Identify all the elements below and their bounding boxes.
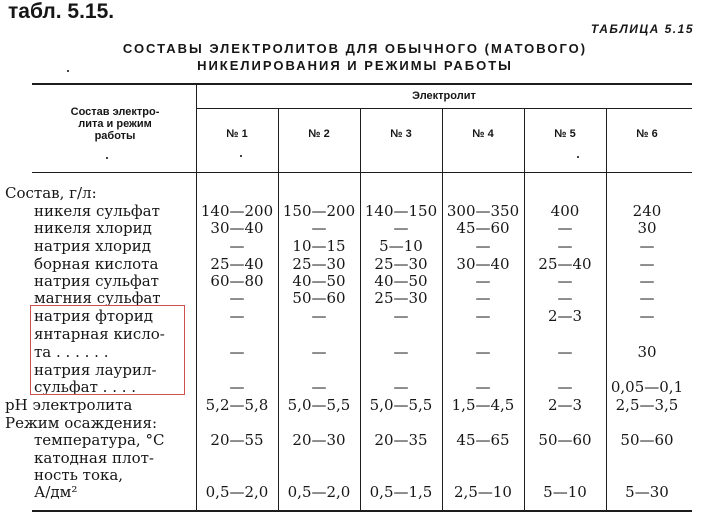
- table-cell: 40—50: [292, 272, 346, 290]
- table-cell: 0,5—2,0: [287, 483, 351, 501]
- table-cell: 2,5—10: [454, 483, 512, 501]
- table-cell: —: [393, 343, 409, 361]
- table-cell: 5—30: [625, 483, 669, 501]
- table-title-line-1: СОСТАВЫ ЭЛЕКТРОЛИТОВ ДЛЯ ОБЫЧНОГО (МАТОВОГО): [122, 41, 588, 56]
- row-label: янтарная кисло-: [34, 325, 165, 343]
- table-top-rule: [32, 83, 692, 85]
- table-cell: —: [557, 343, 573, 361]
- table-cell: —: [475, 343, 491, 361]
- header-bottom-rule: [32, 172, 692, 173]
- table-cell: 45—65: [456, 431, 510, 449]
- table-cell: 25—30: [292, 255, 346, 273]
- table-cell: —: [311, 378, 327, 396]
- table-cell: 2,5—3,5: [615, 396, 679, 414]
- column-header: № 1: [226, 128, 248, 140]
- table-cell: 30—40: [210, 219, 264, 237]
- table-cell: 50—60: [292, 289, 346, 307]
- table-cell: —: [557, 219, 573, 237]
- table-cell: —: [229, 289, 245, 307]
- row-label: ность тока,: [34, 466, 124, 484]
- table-cell: —: [229, 307, 245, 325]
- table-cell: —: [311, 307, 327, 325]
- table-cell: 50—60: [538, 431, 592, 449]
- row-label: сульфат . . . .: [34, 378, 137, 396]
- row-label: Состав, г/л:: [5, 184, 97, 202]
- table-cell: —: [475, 272, 491, 290]
- table-cell: 300—350: [446, 202, 520, 220]
- table-cell: 20—35: [374, 431, 428, 449]
- row-label: катодная плот-: [34, 449, 154, 467]
- row-label: та . . . . . .: [34, 343, 109, 361]
- table-cell: —: [557, 378, 573, 396]
- table-cell: 60—80: [210, 272, 264, 290]
- table-cell: —: [311, 219, 327, 237]
- table-cell: —: [229, 237, 245, 255]
- table-cell: —: [557, 272, 573, 290]
- print-speck: [240, 155, 242, 157]
- table-cell: 25—30: [374, 255, 428, 273]
- row-label: натрия фторид: [34, 307, 153, 325]
- table-cell: 5—10: [543, 483, 587, 501]
- table-cell: 25—30: [374, 289, 428, 307]
- table-cell: —: [639, 272, 655, 290]
- table-number: ТАБЛИЦА 5.15: [590, 22, 694, 36]
- row-label: А/дм²: [34, 483, 78, 501]
- print-speck: [106, 157, 108, 159]
- table-cell: —: [639, 237, 655, 255]
- table-cell: 5,2—5,8: [205, 396, 269, 414]
- table-cell: —: [475, 307, 491, 325]
- column-header: № 5: [554, 128, 576, 140]
- print-speck: [67, 70, 69, 72]
- table-cell: 30: [637, 343, 657, 361]
- row-label: Режим осаждения:: [5, 414, 157, 432]
- table-cell: 400: [550, 202, 580, 220]
- table-cell: —: [229, 378, 245, 396]
- stub-header-line-3: работы: [94, 130, 136, 142]
- table-cell: —: [393, 219, 409, 237]
- table-cell: 150—200: [282, 202, 356, 220]
- print-speck: [577, 156, 579, 158]
- column-header: № 3: [390, 128, 412, 140]
- table-cell: 0,5—2,0: [205, 483, 269, 501]
- table-cell: 2—3: [547, 307, 583, 325]
- row-label: натрия хлорид: [34, 237, 151, 255]
- column-header: № 4: [472, 128, 494, 140]
- table-cell: 20—55: [210, 431, 264, 449]
- row-label: никеля хлорид: [34, 219, 152, 237]
- table-cell: 5—10: [379, 237, 423, 255]
- row-label: температура, °С: [34, 431, 165, 449]
- table-cell: 20—30: [292, 431, 346, 449]
- table-cell: —: [393, 307, 409, 325]
- table-cell: —: [557, 289, 573, 307]
- table-cell: 140—150: [364, 202, 438, 220]
- table-cell: —: [475, 237, 491, 255]
- table-cell: —: [229, 343, 245, 361]
- table-cell: 5,0—5,5: [287, 396, 351, 414]
- table-cell: —: [393, 378, 409, 396]
- selection-highlight-box[interactable]: [30, 305, 185, 395]
- table-cell: 30: [637, 219, 657, 237]
- table-cell: —: [557, 237, 573, 255]
- page-caption: табл. 5.15.: [8, 0, 115, 23]
- table-cell: 10—15: [292, 237, 346, 255]
- table-cell: —: [639, 289, 655, 307]
- table-cell: 45—60: [456, 219, 510, 237]
- table-cell: 0,05—0,1: [610, 378, 684, 396]
- table-title-line-2: НИКЕЛИРОВАНИЯ И РЕЖИМЫ РАБОТЫ: [197, 58, 513, 73]
- table-bottom-rule: [32, 510, 692, 512]
- table-cell: 50—60: [620, 431, 674, 449]
- group-header: Электролит: [412, 90, 476, 102]
- table-cell: 1,5—4,5: [451, 396, 515, 414]
- column-header: № 6: [636, 128, 658, 140]
- column-header: № 2: [308, 128, 330, 140]
- table-cell: —: [311, 343, 327, 361]
- table-cell: 25—40: [538, 255, 592, 273]
- row-label: никеля сульфат: [34, 202, 160, 220]
- group-header-rule: [196, 108, 692, 109]
- row-label: магния сульфат: [34, 289, 161, 307]
- table-cell: 30—40: [456, 255, 510, 273]
- table-cell: 5,0—5,5: [369, 396, 433, 414]
- row-label: натрия лаурил-: [34, 361, 157, 379]
- table-cell: 0,5—1,5: [369, 483, 433, 501]
- stub-header-line-1: Состав электро-: [70, 106, 160, 118]
- table-cell: —: [475, 378, 491, 396]
- table-cell: —: [475, 289, 491, 307]
- table-cell: 240: [632, 202, 662, 220]
- row-label: рН электролита: [5, 396, 133, 414]
- row-label: борная кислота: [34, 255, 159, 273]
- table-cell: 140—200: [200, 202, 274, 220]
- table-cell: 40—50: [374, 272, 428, 290]
- table-cell: —: [639, 255, 655, 273]
- table-cell: 25—40: [210, 255, 264, 273]
- table-cell: 2—3: [547, 396, 583, 414]
- stub-header-line-2: лита и режим: [78, 118, 152, 130]
- table-cell: —: [639, 307, 655, 325]
- row-label: натрия сульфат: [34, 272, 159, 290]
